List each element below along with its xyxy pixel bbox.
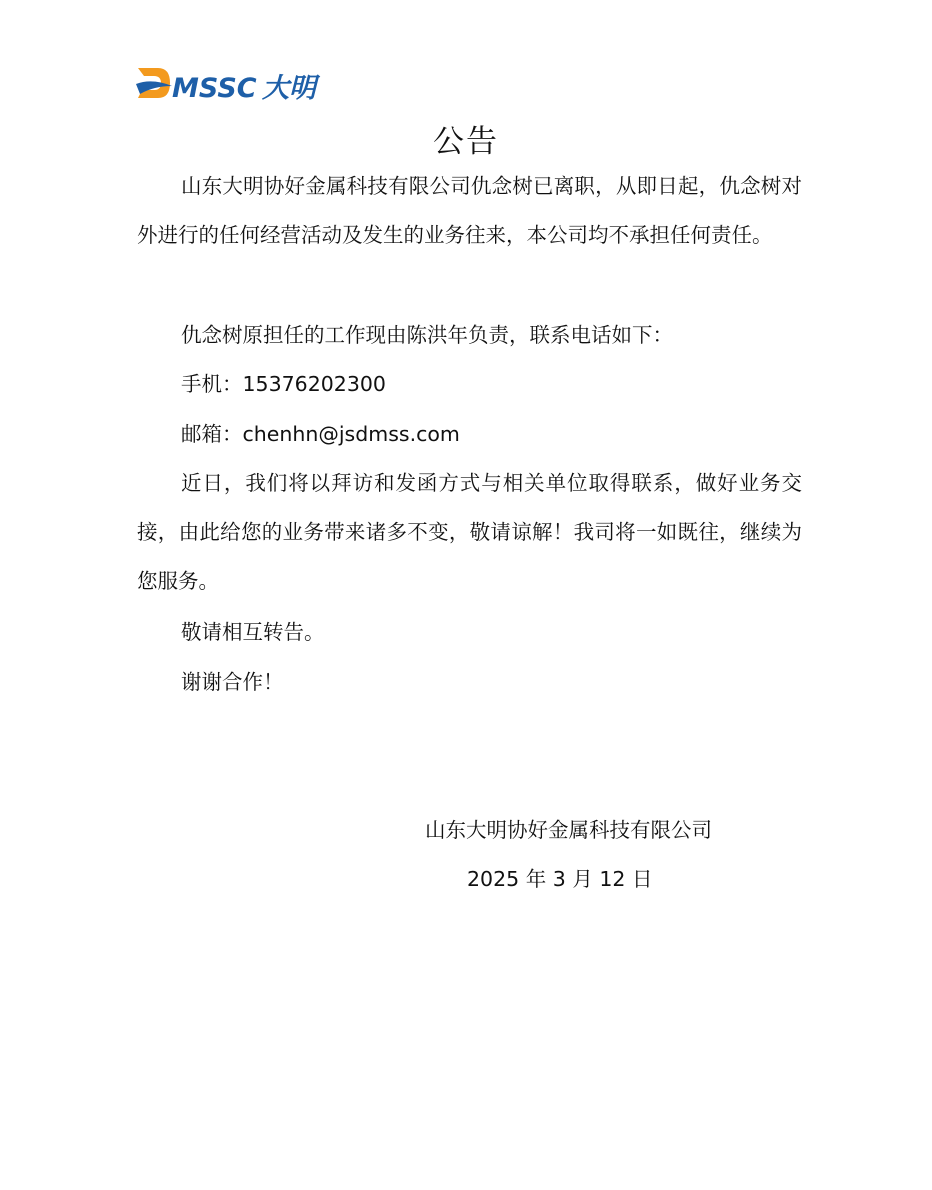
email-address: chenhn@jsdmss.com — [242, 422, 460, 446]
logo-latin-text: MSSC — [172, 73, 257, 102]
paragraph-handover: 仇念树原担任的工作现由陈洪年负责，联系电话如下： — [181, 323, 673, 347]
date-month-unit: 月 — [572, 867, 593, 891]
date-year-unit: 年 — [525, 867, 547, 891]
phone-label: 手机： — [181, 372, 243, 396]
contact-email-line — [181, 410, 460, 459]
company-logo — [136, 64, 326, 102]
date-year: 2025 — [467, 867, 520, 891]
email-label: 邮箱： — [181, 422, 243, 446]
date-day-unit: 日 — [631, 867, 653, 891]
date-day: 12 — [599, 867, 626, 891]
paragraph-notice: 近日，我们将以拜访和发函方式与相关单位取得联系，做好业务交接，由此给您的业务带来诸多不变，敬请谅解！我司将一如既往，继续为您服务。 — [137, 471, 802, 593]
phone-number: 15376202300 — [242, 372, 386, 396]
date-month: 3 — [552, 867, 566, 891]
signature-company: 山东大明协好金属科技有限公司 — [425, 818, 712, 842]
closing-line-1: 敬请相互转告。 — [181, 620, 325, 644]
closing-line-2: 谢谢合作！ — [181, 670, 284, 694]
signature-date — [467, 855, 652, 904]
page-title: 公告 — [433, 124, 499, 160]
paragraph-resignation: 山东大明协好金属科技有限公司仇念树已离职，从即日起，仇念树对外进行的任何经营活动及发生的业务往来，本公司均不承担任何责任。 — [137, 174, 802, 247]
logo-chinese-text: 大明 — [262, 73, 316, 102]
contact-phone-line — [181, 360, 386, 409]
